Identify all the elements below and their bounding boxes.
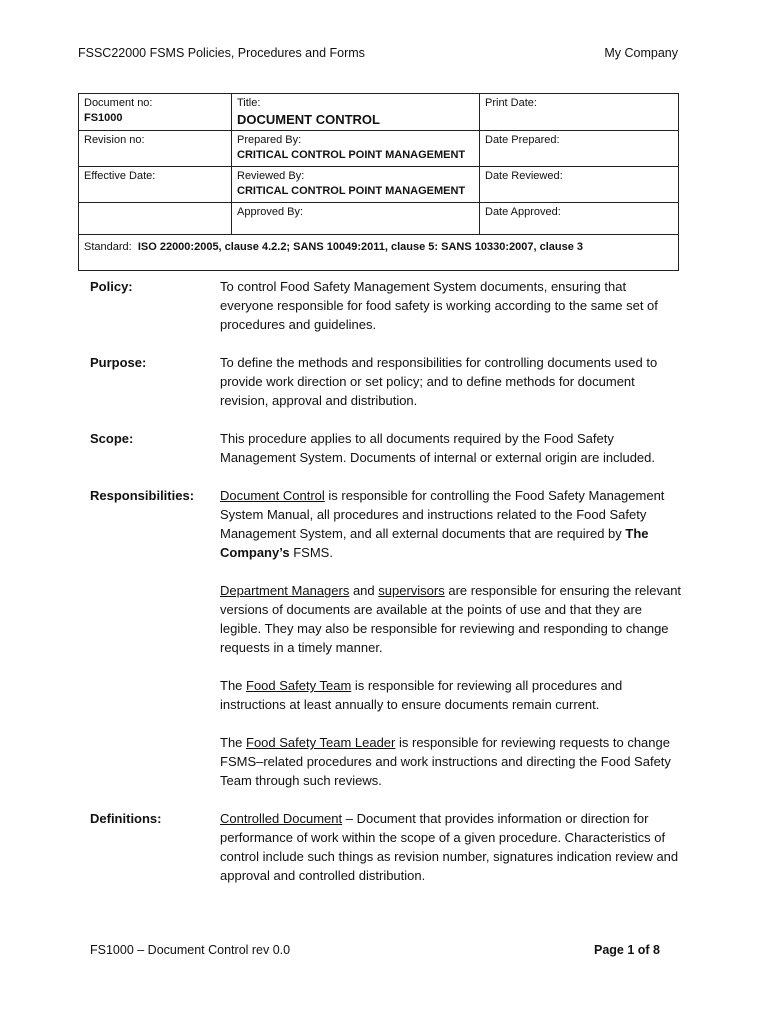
paragraph-text: are responsible for ensuring the relevant versions of documents are available at the points of use and that they are legible. They may also be responsible for reviewing and responding to change requests in a timely manner. <box>220 583 682 655</box>
company-name: The Company’s <box>220 526 649 560</box>
page-number: Page 1 of 8 <box>594 943 660 957</box>
header-document-series: FSSC22000 FSMS Policies, Procedures and Forms <box>78 46 365 60</box>
responsibilities-label: Responsibilities: <box>90 488 195 503</box>
role-food-safety-team-leader: Food Safety Team Leader <box>246 735 396 750</box>
paragraph-text: is responsible for reviewing all procedures and instructions at least annually to ensure documents remain current. <box>220 678 623 712</box>
responsibilities-paragraph <box>220 676 682 714</box>
header-company-name: My Company <box>604 46 678 60</box>
standard-label: Standard: <box>84 241 132 253</box>
definition-text: – Document that provides information or direction for performance of work within the scope of a given procedure. Characteristics of control include such things as revision number, signatures indication review and approval and controlled distribution. <box>220 811 679 883</box>
standard-cell <box>79 235 679 271</box>
responsibilities-paragraph <box>220 733 682 790</box>
date-prepared-cell <box>480 131 679 167</box>
date-reviewed-label: Date Reviewed: <box>485 170 563 182</box>
date-approved-label: Date Approved: <box>485 206 561 218</box>
prepared-by-cell <box>232 131 480 167</box>
paragraph-text: and <box>349 583 379 598</box>
definitions-section <box>90 809 682 885</box>
effective-date-label: Effective Date: <box>84 170 156 182</box>
role-department-managers: Department Managers <box>220 583 350 598</box>
responsibilities-paragraph <box>220 581 682 657</box>
responsibilities-section <box>90 486 682 790</box>
prepared-by-value: CRITICAL CONTROL POINT MANAGEMENT <box>237 149 466 161</box>
reviewed-by-label: Reviewed By: <box>237 170 305 182</box>
approved-by-label: Approved By: <box>237 206 304 218</box>
scope-label: Scope: <box>90 431 134 446</box>
print-date-cell <box>480 94 679 131</box>
scope-text: This procedure applies to all documents required by the Food Safety Management System. Documents of internal or external origin are included. <box>220 431 655 465</box>
reviewed-by-cell <box>232 167 480 203</box>
role-document-control: Document Control <box>220 488 325 503</box>
document-info-table <box>78 93 679 271</box>
purpose-text: To define the methods and responsibilities for controlling documents used to provide work direction or set policy; and to define methods for document revision, approval and distribution. <box>220 355 658 408</box>
definitions-label: Definitions: <box>90 811 162 826</box>
revision-no-label: Revision no: <box>84 134 145 146</box>
policy-label: Policy: <box>90 279 133 294</box>
document-body <box>90 277 682 904</box>
running-footer <box>90 943 660 957</box>
policy-section <box>90 277 682 334</box>
document-no-cell <box>79 94 232 131</box>
paragraph-text: FSMS. <box>289 545 333 560</box>
title-label: Title: <box>237 97 261 109</box>
responsibilities-content <box>220 486 682 790</box>
date-reviewed-cell <box>480 167 679 203</box>
document-title: DOCUMENT CONTROL <box>237 112 380 127</box>
standard-value: ISO 22000:2005, clause 4.2.2; SANS 10049:2011, clause 5: SANS 10330:2007, clause 3 <box>137 241 584 253</box>
approved-by-cell <box>232 203 480 235</box>
policy-text: To control Food Safety Management System documents, ensuring that everyone responsible for food safety is working according to the same set of procedures and guidelines. <box>220 279 658 332</box>
definition-term: Controlled Document <box>220 811 343 826</box>
scope-section <box>90 429 682 467</box>
role-supervisors: supervisors <box>378 583 445 598</box>
document-no-value: FS1000 <box>84 112 123 124</box>
prepared-by-label: Prepared By: <box>237 134 302 146</box>
date-prepared-label: Date Prepared: <box>485 134 560 146</box>
effective-date-cell <box>79 167 232 203</box>
reviewed-by-value: CRITICAL CONTROL POINT MANAGEMENT <box>237 185 466 197</box>
revision-no-cell <box>79 131 232 167</box>
date-approved-cell <box>480 203 679 235</box>
purpose-label: Purpose: <box>90 355 147 370</box>
responsibilities-paragraph <box>220 486 682 562</box>
paragraph-text: is responsible for controlling the Food Safety Management System Manual, all procedures and instructions related to the Food Safety Management System, and all external documents that are required by <box>220 488 665 541</box>
title-cell <box>232 94 480 131</box>
purpose-section <box>90 353 682 410</box>
document-no-label: Document no: <box>84 97 153 109</box>
empty-cell <box>79 203 232 235</box>
paragraph-text: is responsible for reviewing requests to change FSMS–related procedures and work instructions and directing the Food Safety Team through such reviews. <box>220 735 671 788</box>
role-food-safety-team: Food Safety Team <box>246 678 352 693</box>
footer-document-ref: FS1000 – Document Control rev 0.0 <box>90 943 291 957</box>
print-date-label: Print Date: <box>485 97 537 109</box>
paragraph-text: The <box>220 735 247 750</box>
definitions-content <box>220 809 682 885</box>
running-header <box>78 46 678 60</box>
paragraph-text: The <box>220 678 247 693</box>
